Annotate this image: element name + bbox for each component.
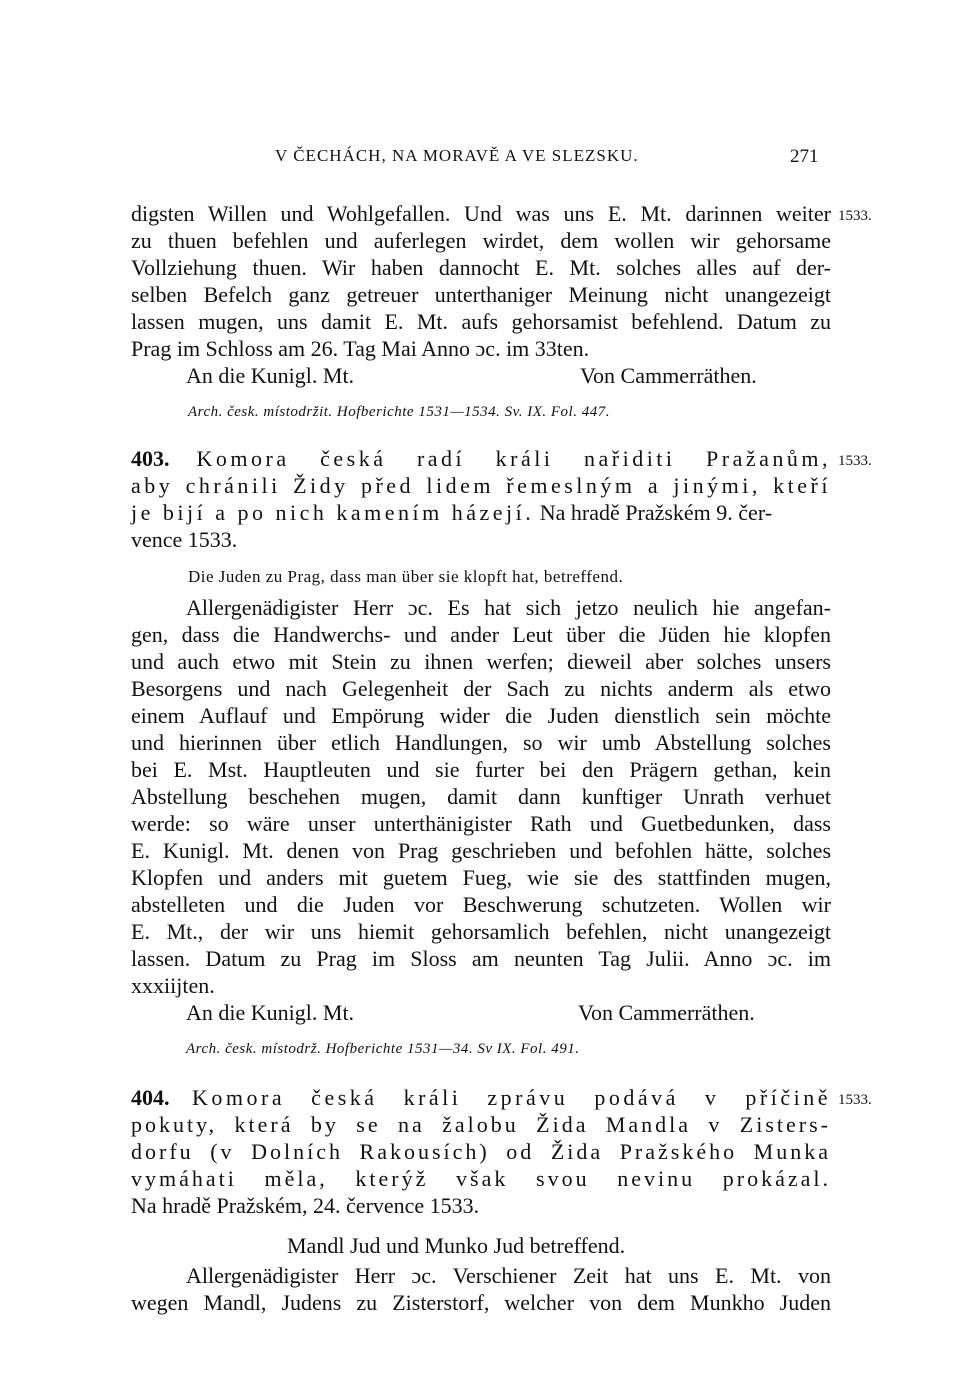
- text-line: Klopfen und anders mit guetem Fueg, wie sie des stattfinden mugen,: [131, 865, 831, 890]
- text-line: und auch etwo mit Stein zu ihnen werfen; dieweil aber solches unsers: [131, 649, 831, 674]
- regest-line: [131, 1084, 831, 1111]
- entry-number: 403.: [131, 446, 170, 471]
- regest-line: dorfu (v Dolních Rakousích) od Žida Pražského Munka: [131, 1139, 831, 1164]
- text-line: digsten Willen und Wohlgefallen. Und was uns E. Mt. darinnen weiter: [131, 201, 831, 226]
- addressee: An die Kunigl. Mt.: [186, 363, 355, 388]
- text-line: E. Mt., der wir uns hiemit gehorsamlich befehlen, nicht unangezeigt: [131, 919, 831, 944]
- sender: Von Cammerräthen.: [580, 363, 757, 388]
- text-line: wegen Mandl, Judens zu Zisterstorf, welcher von dem Munkho Juden: [131, 1290, 831, 1315]
- regest-line: pokuty, která by se na žalobu Žida Mandla v Zisters-: [131, 1112, 831, 1137]
- text-line: selben Befelch ganz getreuer unterthaniger Meinung nicht unangezeigt: [131, 282, 831, 307]
- text-line: xxxiijten.: [131, 973, 215, 998]
- running-head: V ČECHÁCH, NA MORAVĚ A VE SLEZSKU.: [275, 146, 639, 165]
- regest-line: vymáhati měla, kterýž však svou nevinu prokázal.: [131, 1166, 831, 1191]
- regest-line: vence 1533.: [131, 527, 238, 552]
- archive-source: Arch. česk. místodrž. Hofberichte 1531—34. Sv IX. Fol. 491.: [186, 1041, 580, 1057]
- text-line: abstelleten und die Juden vor Beschwerung schutzeten. Wollen wir: [131, 892, 831, 917]
- page-number: 271: [790, 146, 819, 167]
- regest-line: [131, 445, 831, 472]
- text-line: gen, dass die Handwerchs- und ander Leut über die Jüden hie klopfen: [131, 622, 831, 647]
- addressee: An die Kunigl. Mt.: [186, 1000, 355, 1025]
- sender: Von Cammerräthen.: [578, 1000, 755, 1025]
- margin-year: 1533.: [838, 453, 872, 469]
- place-date: Na hradě Pražském 9. čer-: [539, 500, 773, 525]
- text-line: bei E. Mst. Hauptleuten und sie furter bei den Prägern gethan, kein: [131, 757, 831, 782]
- margin-year: 1533.: [838, 208, 872, 224]
- regest-line: [131, 499, 831, 526]
- document-subtitle: Mandl Jud und Munko Jud betreffend.: [287, 1233, 626, 1258]
- regest-text: je bijí a po nich kamením házejí.: [131, 500, 535, 525]
- regest-text: Komora česká radí králi nařiditi Pražanům,: [196, 446, 832, 471]
- entry-number: 404.: [131, 1085, 170, 1110]
- document-subtitle: Die Juden zu Prag, dass man über sie klopft hat, betreffend.: [188, 567, 624, 586]
- text-line: zu thuen befehlen und auferlegen wirdet, dem wollen wir gehorsame: [131, 228, 831, 253]
- archive-source: Arch. česk. místodržit. Hofberichte 1531—1534. Sv. IX. Fol. 447.: [188, 404, 610, 420]
- text-line: werde: so wäre unser unterthänigister Rath und Guetbedunken, dass: [131, 811, 831, 836]
- place-date: Na hradě Pražském, 24. července 1533.: [131, 1193, 480, 1218]
- margin-year: 1533.: [838, 1092, 872, 1108]
- text-line: lassen mugen, uns damit E. Mt. aufs gehorsamist befehlend. Datum zu: [131, 309, 831, 334]
- text-line: lassen. Datum zu Prag im Sloss am neunten Tag Julii. Anno ɔc. im: [131, 946, 831, 971]
- text-line: Allergenädigister Herr ɔc. Es hat sich jetzo neulich hie angefan-: [186, 595, 831, 620]
- text-line: Vollziehung thuen. Wir haben dannocht E. Mt. solches alles auf der-: [131, 255, 831, 280]
- text-line: Besorgens und nach Gelegenheit der Sach zu nichts anderm als etwo: [131, 676, 831, 701]
- text-line: Abstellung beschehen mugen, damit dann kunftiger Unrath verhuet: [131, 784, 831, 809]
- page-header: [0, 146, 960, 176]
- text-line: E. Kunigl. Mt. denen von Prag geschrieben und befohlen hätte, solches: [131, 838, 831, 863]
- regest-line: aby chránili Židy před lidem řemeslným a jinými, kteří: [131, 473, 831, 498]
- regest-text: Komora česká králi zprávu podává v příčině: [192, 1085, 832, 1110]
- text-line: und hierinnen über etlich Handlungen, so wir umb Abstellung solches: [131, 730, 831, 755]
- text-line: Prag im Schloss am 26. Tag Mai Anno ɔc. im 33ten.: [131, 336, 590, 361]
- text-line: einem Auflauf und Empörung wider die Juden dienstlich sein möchte: [131, 703, 831, 728]
- text-line: Allergenädigister Herr ɔc. Verschiener Zeit hat uns E. Mt. von: [186, 1263, 831, 1288]
